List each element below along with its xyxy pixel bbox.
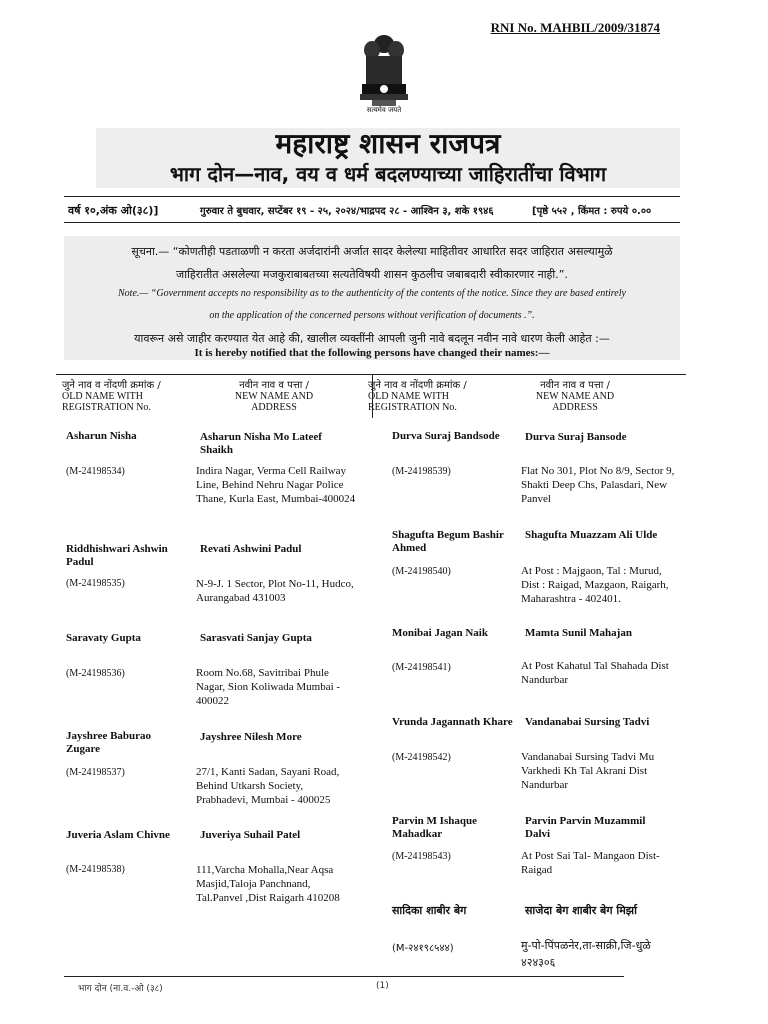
left-new-header: नवीन नाव व पत्ता / NEW NAME AND ADDRESS bbox=[234, 380, 314, 413]
new-name: Juveriya Suhail Patel bbox=[200, 829, 301, 841]
address: 111,Varcha Mohalla,Near Aqsa Masjid,Taloja Panchnand, Tal.Panvel ,Dist Raigarh 410208 bbox=[196, 864, 340, 904]
new-name: Sarasvati Sanjay Gupta bbox=[200, 632, 312, 644]
address: At Post Kahatul Tal Shahada Dist Nandurbar bbox=[521, 660, 669, 686]
registration-number: (M-24198534) bbox=[66, 466, 125, 477]
old-name: Parvin M Ishaque Mahadkar bbox=[392, 815, 477, 840]
registration-number: (M-24198536) bbox=[66, 668, 125, 679]
registration-number: (M-२४१९८५४४) bbox=[392, 943, 454, 954]
right-new-header: नवीन नाव व पत्ता / NEW NAME AND ADDRESS bbox=[535, 380, 615, 413]
left-old-header: जुने नाव व नोंदणी क्रमांक / OLD NAME WITH REGISTRATION No. bbox=[62, 380, 161, 413]
issue-date: गुरुवार ते बुधवार, सप्टेंबर १९ - २५, २०२४/भाद्रपद २८ - आश्विन ३, शके १९४६ bbox=[200, 206, 494, 217]
notice-marathi-line-1: सूचना.— “कोणतीही पडताळणी न करता अर्जदारांनी अर्जात सादर केलेल्या माहितीवर आधारित सदर जाहिरात असल्यामुळे bbox=[131, 245, 613, 258]
old-name: Asharun Nisha bbox=[66, 430, 137, 442]
registration-number: (M-24198542) bbox=[392, 752, 451, 763]
old-name: Shagufta Begum Bashir Ahmed bbox=[392, 529, 504, 554]
registration-number: (M-24198540) bbox=[392, 566, 451, 577]
address: N-9-J. 1 Sector, Plot No-11, Hudco, Aurangabad 431003 bbox=[196, 578, 354, 604]
registration-number: (M-24198539) bbox=[392, 466, 451, 477]
issue-price: [पृष्ठे ५५२ , किंमत : रुपये ०.०० bbox=[532, 206, 652, 217]
footer-section: भाग दोन (ना.व.-ओ (३८) bbox=[78, 984, 163, 994]
new-name: Asharun Nisha Mo Lateef Shaikh bbox=[200, 431, 322, 456]
registration-number: (M-24198535) bbox=[66, 578, 125, 589]
new-name: Parvin Parvin Muzammil Dalvi bbox=[525, 815, 646, 840]
footer-rule bbox=[64, 976, 624, 977]
new-name: Vandanabai Sursing Tadvi bbox=[525, 716, 650, 728]
registration-number: (M-24198537) bbox=[66, 767, 125, 778]
gazette-title: महाराष्ट्र शासन राजपत्र bbox=[275, 127, 501, 160]
old-name: Riddhishwari Ashwin Padul bbox=[66, 543, 168, 568]
address: At Post : Majgaon, Tal : Murud, Dist : Raigad, Mazgaon, Raigarh, Maharashtra - 402401. bbox=[521, 565, 669, 605]
old-name: सादिका शाबीर बेग bbox=[392, 904, 467, 917]
address: Vandanabai Sursing Tadvi Mu Varkhedi Kh Tal Akrani Dist Nandurbar bbox=[521, 751, 655, 791]
address: Indira Nagar, Verma Cell Railway Line, Behind Nehru Nagar Police Thane, Kurla East, Mumbai-400024 bbox=[196, 465, 356, 505]
notice-marathi-line-2: जाहिरातीत असलेल्या मजकुराबाबतच्या सत्यतेविषयी शासन कुठलीच जबाबदारी स्वीकारणार नाही.”. bbox=[176, 268, 568, 281]
new-name: Revati Ashwini Padul bbox=[200, 543, 302, 555]
right-old-header: जुने नाव व नोंदणी क्रमांक / OLD NAME WITH REGISTRATION No. bbox=[368, 380, 467, 413]
old-name: Durva Suraj Bandsode bbox=[392, 430, 500, 442]
address: Room No.68, Savitribai Phule Nagar, Sion Koliwada Mumbai - 400022 bbox=[196, 667, 341, 707]
address: Flat No 301, Plot No 8/9, Sector 9, Shakti Deep Chs, Palasdari, New Panvel bbox=[521, 465, 675, 505]
address: 27/1, Kanti Sadan, Sayani Road, Behind Utkarsh Society, Prabhadevi, Mumbai - 400025 bbox=[196, 766, 340, 806]
old-name: Vrunda Jagannath Khare bbox=[392, 716, 513, 728]
registration-number: (M-24198543) bbox=[392, 851, 451, 862]
registration-number: (M-24198538) bbox=[66, 864, 125, 875]
registration-number: (M-24198541) bbox=[392, 662, 451, 673]
page-number: (1) bbox=[376, 981, 389, 991]
emblem-motto: सत्यमेव जयते bbox=[366, 106, 402, 114]
old-name: Jayshree Baburao Zugare bbox=[66, 730, 152, 755]
issue-volume: वर्ष १०,अंक ओ(३८)] bbox=[68, 204, 159, 217]
new-name: Shagufta Muazzam Ali Ulde bbox=[525, 529, 658, 541]
notice-english-line-1: Note.— “Government accepts no responsibility as to the authenticity of the contents of the notice. Since they are based entirely bbox=[118, 288, 626, 299]
notice-marathi-line-3: यावरून असे जाहीर करण्यात येत आहे की, खालील व्यक्तींनी आपली जुनी नावे बदलून नवीन नावे धारण केली आहेत :— bbox=[134, 332, 610, 345]
table-rule bbox=[56, 374, 686, 375]
old-name: Juveria Aslam Chivne bbox=[66, 829, 170, 841]
old-name: Saravaty Gupta bbox=[66, 632, 141, 644]
issue-rule-top bbox=[64, 196, 680, 197]
address: At Post Sai Tal- Mangaon Dist-Raigad bbox=[521, 850, 660, 876]
new-name: Durva Suraj Bansode bbox=[525, 431, 627, 443]
issue-rule-bottom bbox=[64, 222, 680, 223]
national-emblem-icon bbox=[352, 30, 416, 118]
notice-english-line-3: It is hereby notified that the following persons have changed their names:— bbox=[194, 347, 550, 359]
notice-english-line-2: on the application of the concerned persons without verification of documents .”. bbox=[209, 310, 535, 321]
gazette-subtitle: भाग दोन—नाव, वय व धर्म बदलण्याच्या जाहिरातींचा विभाग bbox=[169, 162, 607, 186]
new-name: Jayshree Nilesh More bbox=[200, 731, 302, 743]
old-name: Monibai Jagan Naik bbox=[392, 627, 488, 639]
new-name: साजेदा बेग शाबीर बेग मिर्झा bbox=[525, 904, 637, 917]
address: मु-पो-पिंपळनेर,ता-साक्री,जि-धुळे ४२४३०६ bbox=[521, 939, 651, 969]
rni-number: RNI No. MAHBIL/2009/31874 bbox=[490, 20, 660, 35]
new-name: Mamta Sunil Mahajan bbox=[525, 627, 632, 639]
